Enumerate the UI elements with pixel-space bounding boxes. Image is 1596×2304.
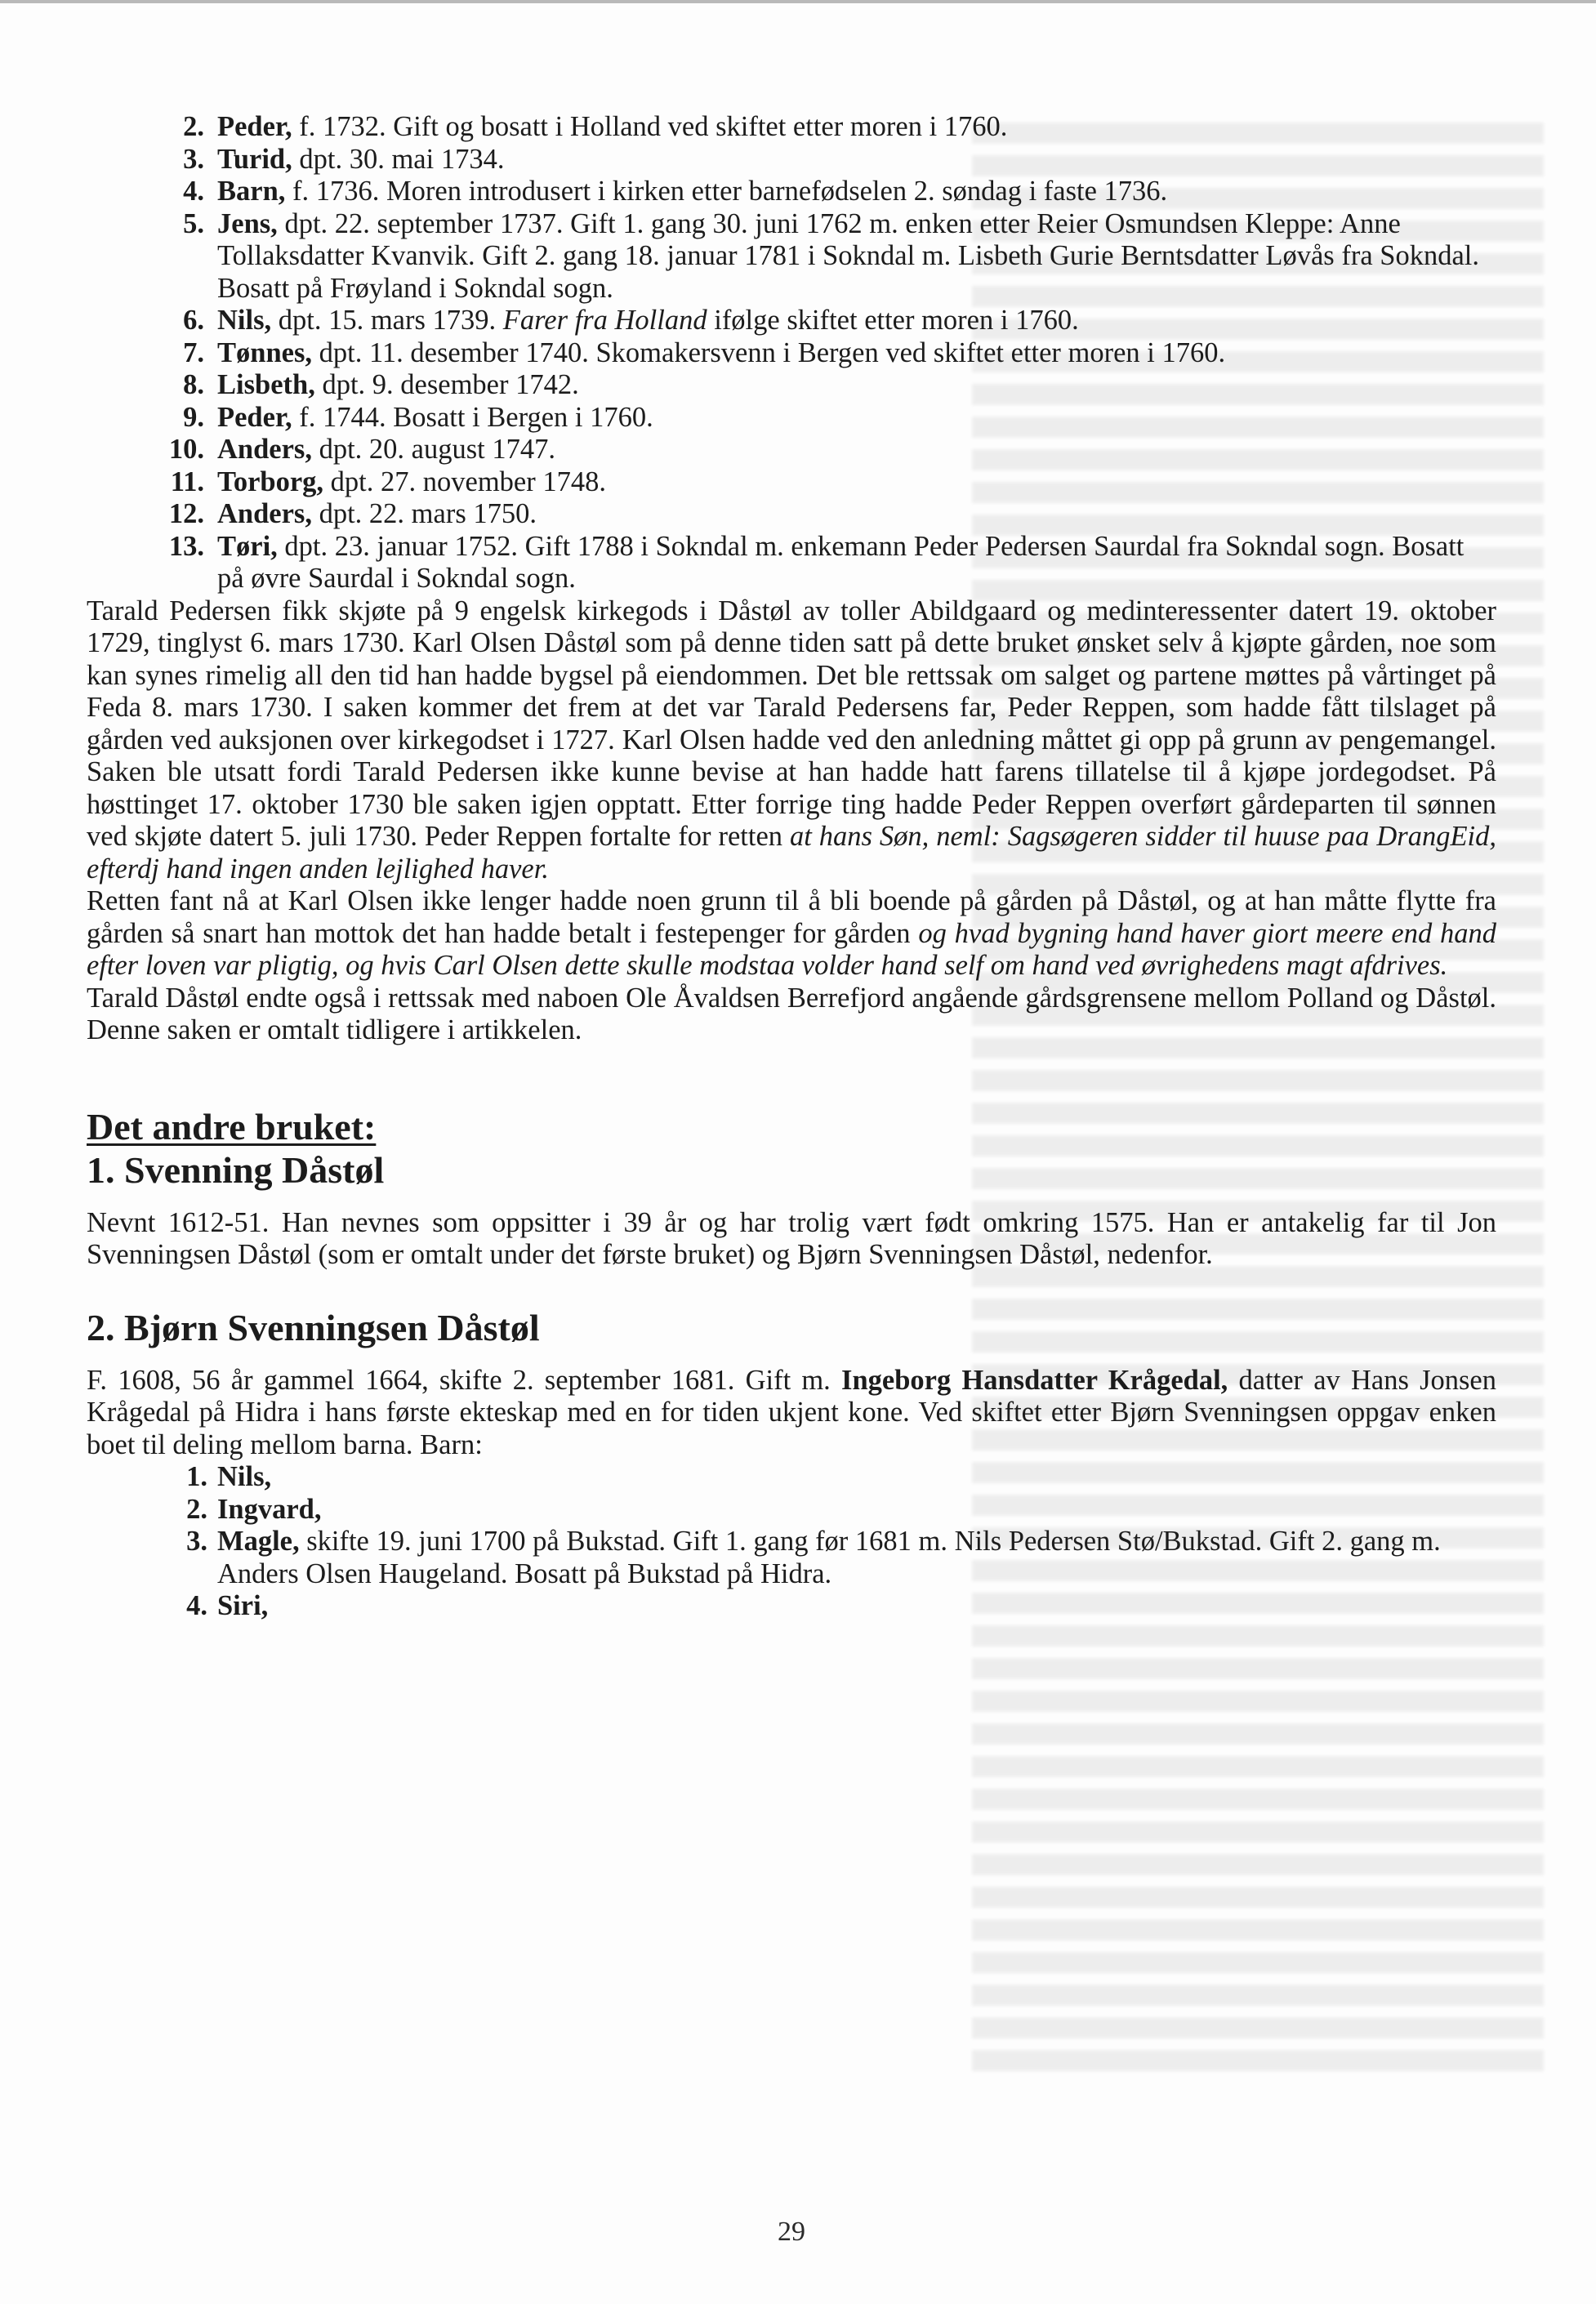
child-details: f. 1732. Gift og bosatt i Holland ved skiftet etter moren i 1760.	[292, 111, 1008, 142]
child-name: Tønnes,	[217, 336, 312, 368]
child-name: Siri,	[217, 1590, 269, 1621]
item-number: 11.	[170, 466, 204, 497]
item-number: 4.	[183, 176, 204, 207]
child-details: dpt. 22. mars 1750.	[311, 498, 537, 529]
child-name: Anders,	[217, 434, 312, 465]
child-details: dpt. 30. mai 1734.	[292, 143, 505, 175]
item-number: 8.	[183, 369, 204, 400]
child-name: Barn,	[217, 176, 286, 207]
item-number: 3.	[183, 143, 204, 175]
list-item	[87, 466, 1496, 499]
paragraph-boundary-case	[87, 983, 1496, 1047]
child-name: Lisbeth,	[217, 369, 315, 400]
paragraph-bjorn	[87, 1365, 1496, 1462]
scan-top-edge	[0, 0, 1596, 3]
item-number: 13.	[168, 530, 204, 562]
italic-quote: og hvad bygning hand haver giort meere end hand efter loven var pligtig, og hvis Carl Olsen dette skulle modstaa volder hand self om hand ved øvrighedens magt afdrives.	[87, 917, 1497, 981]
list-item	[87, 111, 1496, 144]
list-item	[87, 402, 1496, 435]
list-item	[87, 337, 1496, 370]
list-item	[87, 144, 1496, 176]
person-heading-bjorn: 2. Bjørn Svenningsen Dåstøl	[87, 1306, 540, 1348]
item-number: 4.	[186, 1590, 207, 1621]
list-item	[87, 1526, 1496, 1590]
child-name: Nils,	[217, 1461, 272, 1492]
list-item	[87, 176, 1496, 208]
list-item	[87, 1494, 1496, 1526]
list-item	[87, 498, 1496, 531]
list-item	[87, 531, 1496, 595]
item-number: 7.	[183, 336, 204, 368]
page-number-text: 29	[778, 2217, 805, 2247]
child-details: dpt. 20. august 1747.	[311, 434, 556, 465]
paragraph-svenning	[87, 1207, 1496, 1272]
child-details: f. 1736. Moren introdusert i kirken etter barnefødselen 2. søndag i faste 1736.	[285, 176, 1168, 207]
child-details: dpt. 23. januar 1752. Gift 1788 i Sokndal m. enkemann Peder Pedersen Saurdal fra Sokndal sogn. Bosatt på øvre Saurdal i Sokndal sogn.	[217, 530, 1464, 594]
page-number	[0, 2217, 1596, 2248]
child-details: dpt. 22. september 1737. Gift 1. gang 30. juni 1762 m. enken etter Reier Osmundsen Kleppe: Anne Tollaksdatter Kvanvik. Gift 2. gang 18. januar 1781 i Sokndal m. Lisbeth Gurie Berntsdatter Løvås fra Sokndal. Bosatt på Frøyland i Sokndal sogn.	[217, 207, 1479, 304]
paragraph-text: F. 1608, 56 år gammel 1664, skifte 2. september 1681. Gift m.	[87, 1364, 842, 1396]
list-item	[87, 369, 1496, 402]
child-name: Anders,	[217, 498, 312, 529]
paragraph-tarald-deed	[87, 595, 1496, 886]
children-list-second-farm	[87, 1461, 1496, 1623]
child-name: Jens,	[217, 207, 278, 239]
italic-quote: Farer fra Holland	[502, 305, 707, 336]
list-item	[87, 1461, 1496, 1494]
item-number: 12.	[168, 498, 204, 529]
child-details: dpt. 15. mars 1739.	[271, 305, 503, 336]
item-number: 1.	[186, 1461, 207, 1492]
item-number: 2.	[183, 111, 204, 142]
child-details: f. 1744. Bosatt i Bergen i 1760.	[292, 401, 653, 433]
page-body	[87, 111, 1496, 1623]
paragraph-text: Retten fant nå at Karl Olsen ikke lenger hadde noen grunn til å bli boende på gården på Dåstøl, og at han måtte flytte fra gården så snart han mottok det han hadde betalt i festepenger for gården	[87, 885, 1496, 949]
child-name: Peder,	[217, 111, 292, 142]
paragraph-text: Tarald Pedersen fikk skjøte på 9 engelsk kirkegods i Dåstøl av toller Abildgaard og medinteressenter datert 19. oktober 1729, tinglyst 6. mars 1730. Karl Olsen Dåstøl som på denne tiden satt på dette bruket ønsket selv å kjøpte gården, noe som kan synes rimelig all den tid han hadde bygsel på eiendommen. Det ble rettssak om salget og partene møttes på vårtinget på Feda 8. mars 1730. I saken kommer det frem at det var Tarald Pedersens far, Peder Reppen, som hadde fått tilslaget på gården ved auksjonen over kirkegodset i 1727. Karl Olsen hadde ved den anledning måttet gi opp på grunn av pengemangel. Saken ble utsatt fordi Tarald Pedersen ikke kunne bevise at han hadde hatt farens tillatelse til å kjøpe jordegodset. På høsttinget 17. oktober 1730 ble saken igjen opptatt. Etter forrige ting hadde Peder Reppen overført gårdeparten til sønnen ved skjøte datert 5. juli 1730. Peder Reppen fortalte for retten	[87, 595, 1496, 852]
paragraph-text: Tarald Dåstøl endte også i rettssak med naboen Ole Åvaldsen Berrefjord angående gårdsgrensene mellom Polland og Dåstøl. Denne saken er omtalt tidligere i artikkelen.	[87, 982, 1496, 1045]
list-item	[87, 208, 1496, 305]
section-heading: Det andre bruket:	[87, 1105, 377, 1148]
item-number: 5.	[183, 207, 204, 239]
child-details: dpt. 11. desember 1740. Skomakersvenn i Bergen ved skiftet etter moren i 1760.	[312, 336, 1226, 368]
item-number: 10.	[168, 434, 204, 465]
child-name: Turid,	[217, 143, 292, 175]
spouse-name: Ingeborg Hansdatter Krågedal,	[841, 1364, 1228, 1396]
paragraph-text: Nevnt 1612-51. Han nevnes som oppsitter i 39 år og har trolig vært født omkring 1575. Han er antakelig far til Jon Svenningsen Dåstøl (som er omtalt under det første bruket) og Bjørn Svenningsen Dåstøl, nedenfor.	[87, 1206, 1496, 1270]
child-name: Tøri,	[217, 530, 278, 562]
child-details: skifte 19. juni 1700 på Bukstad. Gift 1. gang før 1681 m. Nils Pedersen Stø/Bukstad. Gift 2. gang m. Anders Olsen Haugeland. Bosatt på Bukstad på Hidra.	[217, 1526, 1441, 1589]
list-item	[87, 1590, 1496, 1623]
child-name: Torborg,	[217, 466, 324, 497]
item-number: 6.	[183, 305, 204, 336]
paragraph-text: datter av Hans Jonsen Krågedal på Hidra i hans første ekteskap med en for tiden ukjent kone. Ved skiftet etter Bjørn Svenningsen oppgav enken boet til deling mellom barna. Barn:	[87, 1364, 1496, 1460]
item-number: 3.	[186, 1526, 207, 1557]
child-name: Peder,	[217, 401, 292, 433]
item-number: 9.	[183, 401, 204, 433]
child-name: Magle,	[217, 1526, 300, 1557]
list-item	[87, 305, 1496, 337]
list-item	[87, 434, 1496, 466]
child-details: dpt. 27. november 1748.	[323, 466, 606, 497]
child-details: ifølge skiftet etter moren i 1760.	[707, 305, 1079, 336]
child-name: Ingvard,	[217, 1493, 322, 1525]
children-list-first-farm	[87, 111, 1496, 595]
italic-quote: at hans Søn, neml: Sagsøgeren sidder til huuse paa DrangEid, efterdj hand ingen anden lejlighed haver.	[87, 821, 1496, 885]
person-heading-svenning: 1. Svenning Dåstøl	[87, 1148, 385, 1191]
child-details: dpt. 9. desember 1742.	[314, 369, 579, 400]
child-name: Nils,	[217, 305, 272, 336]
item-number: 2.	[186, 1493, 207, 1525]
paragraph-court-ruling	[87, 885, 1496, 983]
